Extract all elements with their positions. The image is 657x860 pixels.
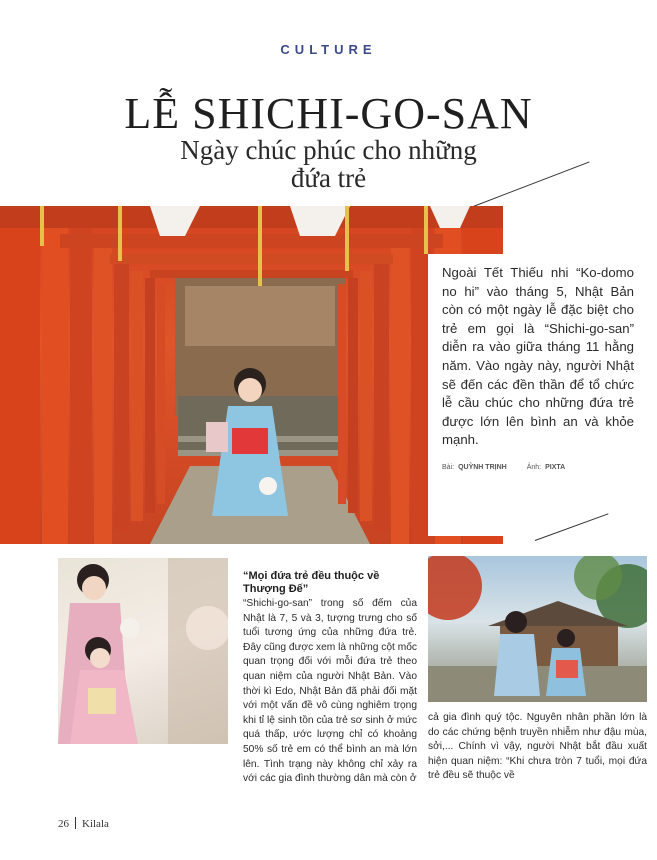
page-number: 26 [58, 818, 69, 830]
magazine-name: Kilala [82, 818, 109, 830]
article-column-middle [243, 570, 417, 787]
article-column-right [428, 711, 647, 784]
article-subtitle: Ngày chúc phúc cho những đứa trẻ [180, 135, 477, 193]
photo-label: Ảnh: [526, 463, 542, 471]
credits [442, 464, 634, 471]
photo-shrine-autumn [428, 556, 647, 702]
mother-daughter-illustration [58, 558, 228, 744]
author-label: Bài: [442, 463, 455, 471]
article-body-part-1: “Shichi-go-san” trong số đếm của Nhật là 7, 5 và 3, tượng trưng cho số tuổi tương ứng của những đứa trẻ. Đây cũng được xem là những cột mốc quan trọng đối với mỗi đứa trẻ theo quan niệm của người Nhật Bản. Vào thời kì Edo, Nhật Bản đã phải đối mặt với một vấn đề vô cùng nghiêm trọng khi tỉ lệ sinh tồn của trẻ sơ sinh ở mức quá thấp, ước lượng chỉ có khoảng 50% số trẻ em có thể bình an mà lớn lên. Tình trạng này không chỉ xảy ra với các gia đình thường dân mà còn ở [243, 598, 417, 785]
photo-credit: PIXTA [545, 463, 566, 471]
intro-box [428, 254, 646, 536]
article-title: LỄ SHICHI-GO-SAN [124, 89, 533, 138]
section-label: CULTURE [280, 42, 377, 57]
article-subhead: “Mọi đứa trẻ đều thuộc về Thượng Đế” [243, 570, 380, 595]
footer-separator [75, 817, 76, 829]
photo-mother-and-daughter [58, 558, 228, 744]
page-footer [58, 817, 109, 830]
shrine-illustration [428, 556, 647, 702]
intro-text: Ngoài Tết Thiếu nhi “Ko-domo no hi” vào tháng 5, Nhật Bản còn có một ngày lễ đặc biệt cho trẻ em gọi là “Shichi-go-san” diễn ra vào giữa tháng 11 hằng năm. Vào ngày này, người Nhật sẽ đến các đền thần để tổ chức lễ cầu chúc cho những đứa trẻ được lớn lên bình an và khỏe mạnh. [442, 265, 634, 448]
article-body-part-2: cả gia đình quý tộc. Nguyên nhân phần lớn là do các chứng bệnh truyền nhiễm như đậu mùa, sởi,... Chính vì vậy, người Nhật bắt đầu xuất hiện quan niệm: “Khi chưa tròn 7 tuổi, mọi đứa trẻ đều sẽ thuộc về [428, 712, 647, 782]
author-name: QUỲNH TRỊNH [458, 463, 507, 471]
